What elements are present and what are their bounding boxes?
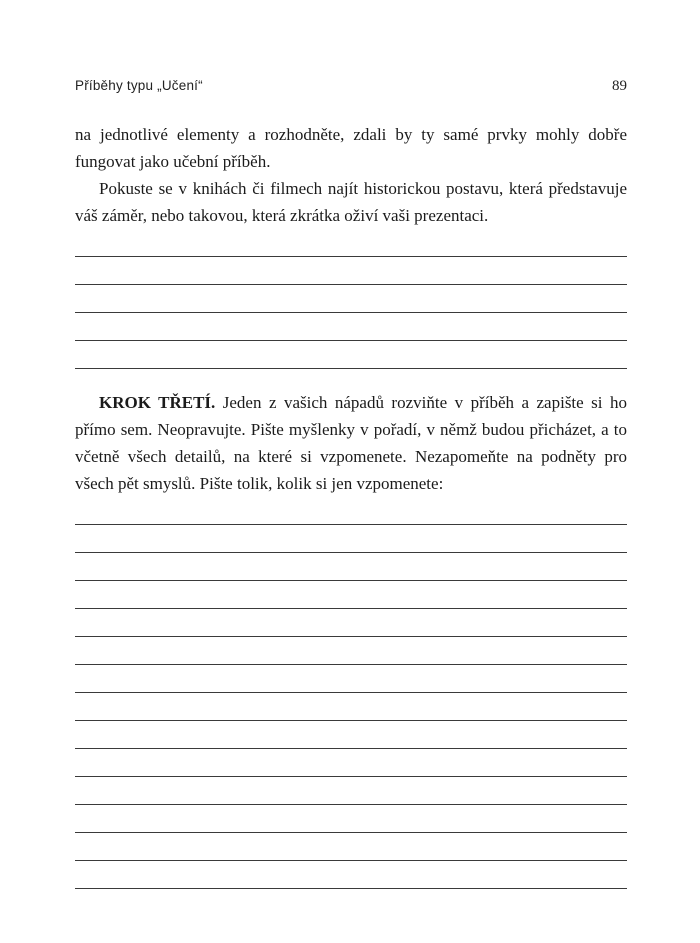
writing-line [75, 497, 627, 525]
writing-line [75, 833, 627, 861]
writing-line [75, 229, 627, 257]
writing-line [75, 553, 627, 581]
page-header [75, 78, 627, 95]
writing-line [75, 581, 627, 609]
writing-line [75, 257, 627, 285]
writing-line [75, 313, 627, 341]
writing-line [75, 341, 627, 369]
paragraph-step-three [75, 389, 627, 497]
writing-line [75, 285, 627, 313]
writing-lines-section-2 [75, 497, 627, 889]
writing-line [75, 665, 627, 693]
paragraph-continuation: na jednotlivé elementy a rozhodněte, zdali by ty samé prvky mohly dobře fungovat jako učební příběh. [75, 125, 627, 171]
writing-line [75, 721, 627, 749]
writing-lines-section-1 [75, 229, 627, 369]
writing-line [75, 693, 627, 721]
writing-line [75, 637, 627, 665]
writing-line [75, 861, 627, 889]
writing-line [75, 805, 627, 833]
writing-line [75, 777, 627, 805]
step-heading: KROK TŘETÍ. [99, 393, 216, 412]
step-text: Jeden z vašich nápadů rozviňte v příběh a zapište si ho přímo sem. Neopravujte. Pište myšlenky v pořadí, v němž budou přicházet, a to včetně všech detailů, na které si vzpomenete. Nezapomeňte na podněty pro všech pět smyslů. Pište tolik, kolik si jen vzpomenete: [75, 393, 627, 493]
writing-line [75, 525, 627, 553]
page-number: 89 [612, 78, 627, 94]
paragraph-exercise-intro: Pokuste se v knihách či filmech najít historickou postavu, která představuje váš záměr, nebo takovou, která zkrátka oživí vaši prezentaci. [75, 179, 627, 225]
writing-line [75, 609, 627, 637]
running-title: Příběhy typu „Učení“ [75, 78, 203, 93]
writing-line [75, 749, 627, 777]
